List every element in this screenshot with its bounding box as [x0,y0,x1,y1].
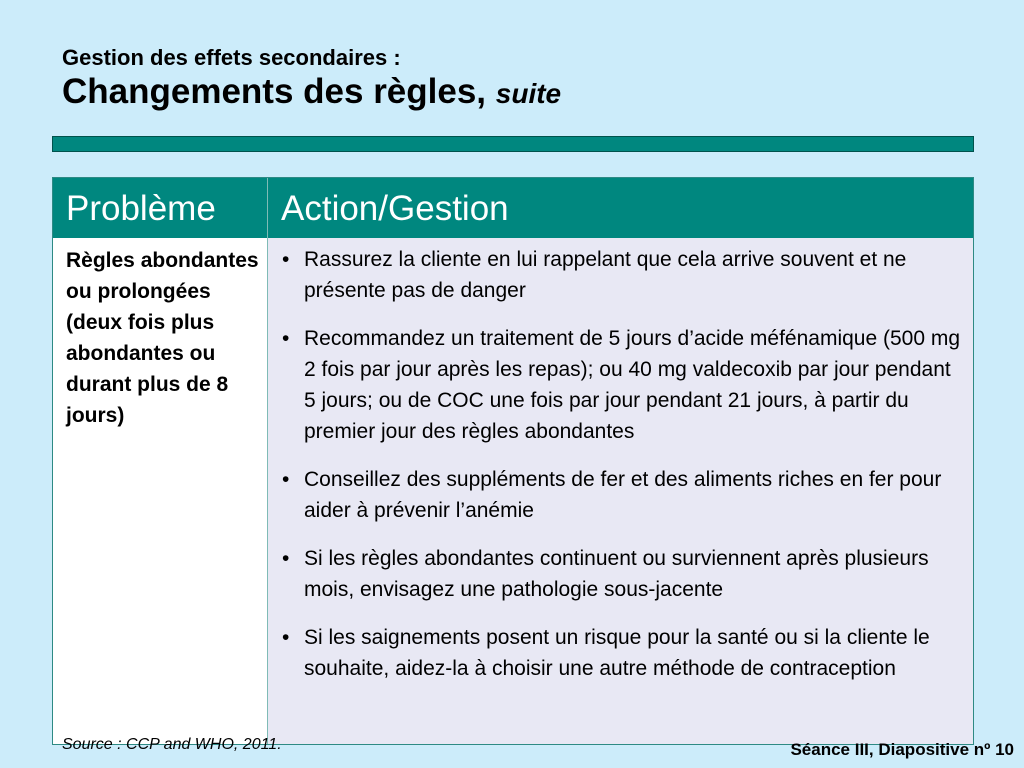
problem-cell [53,238,267,744]
table-header-row [53,178,973,238]
action-item [280,543,962,605]
slide-number: Séance III, Diapositive nº 10 [790,740,1014,759]
action-text: Si les saignements posent un risque pour la santé ou si la cliente le souhaite, aidez-la à choisir une autre méthode de contraception [304,626,930,680]
title-block [62,44,561,114]
action-item [280,622,962,684]
action-text: Si les règles abondantes continuent ou surviennent après plusieurs mois, envisagez une pathologie sous-jacente [304,547,929,601]
side-effects-table [52,177,974,745]
bullet-icon: • [282,468,290,491]
source-note: Source : CCP and WHO, 2011. [62,736,282,753]
problem-text: Règles abondantes ou prolongées (deux fois plus abondantes ou durant plus de 8 jours) [66,249,259,427]
header-probleme: Problème [66,189,216,228]
title-rule-bar [52,136,974,152]
action-item [280,464,962,526]
column-divider [267,178,268,744]
slide-title-suffix: suite [495,78,562,109]
slide-title [62,72,561,114]
action-text: Rassurez la cliente en lui rappelant que cela arrive souvent et ne présente pas de danger [304,248,907,302]
action-list [280,244,962,701]
action-item [280,244,962,306]
slide-title-main: Changements des règles, [62,72,496,111]
action-text: Conseillez des suppléments de fer et des aliments riches en fer pour aider à prévenir l’anémie [304,468,942,522]
slide-subtitle: Gestion des effets secondaires : [62,45,401,70]
action-cell [268,238,973,744]
header-action-gestion: Action/Gestion [281,189,509,228]
bullet-icon: • [282,327,290,350]
bullet-icon: • [282,248,290,271]
bullet-icon: • [282,626,290,649]
bullet-icon: • [282,547,290,570]
action-text: Recommandez un traitement de 5 jours d’acide méfénamique (500 mg 2 fois par jour après les repas); ou 40 mg valdecoxib par jour pendant 5 jours; ou de COC une fois par jour pendant 21 jours, à partir du premier jour des règles abondantes [304,327,961,443]
action-item [280,323,962,447]
